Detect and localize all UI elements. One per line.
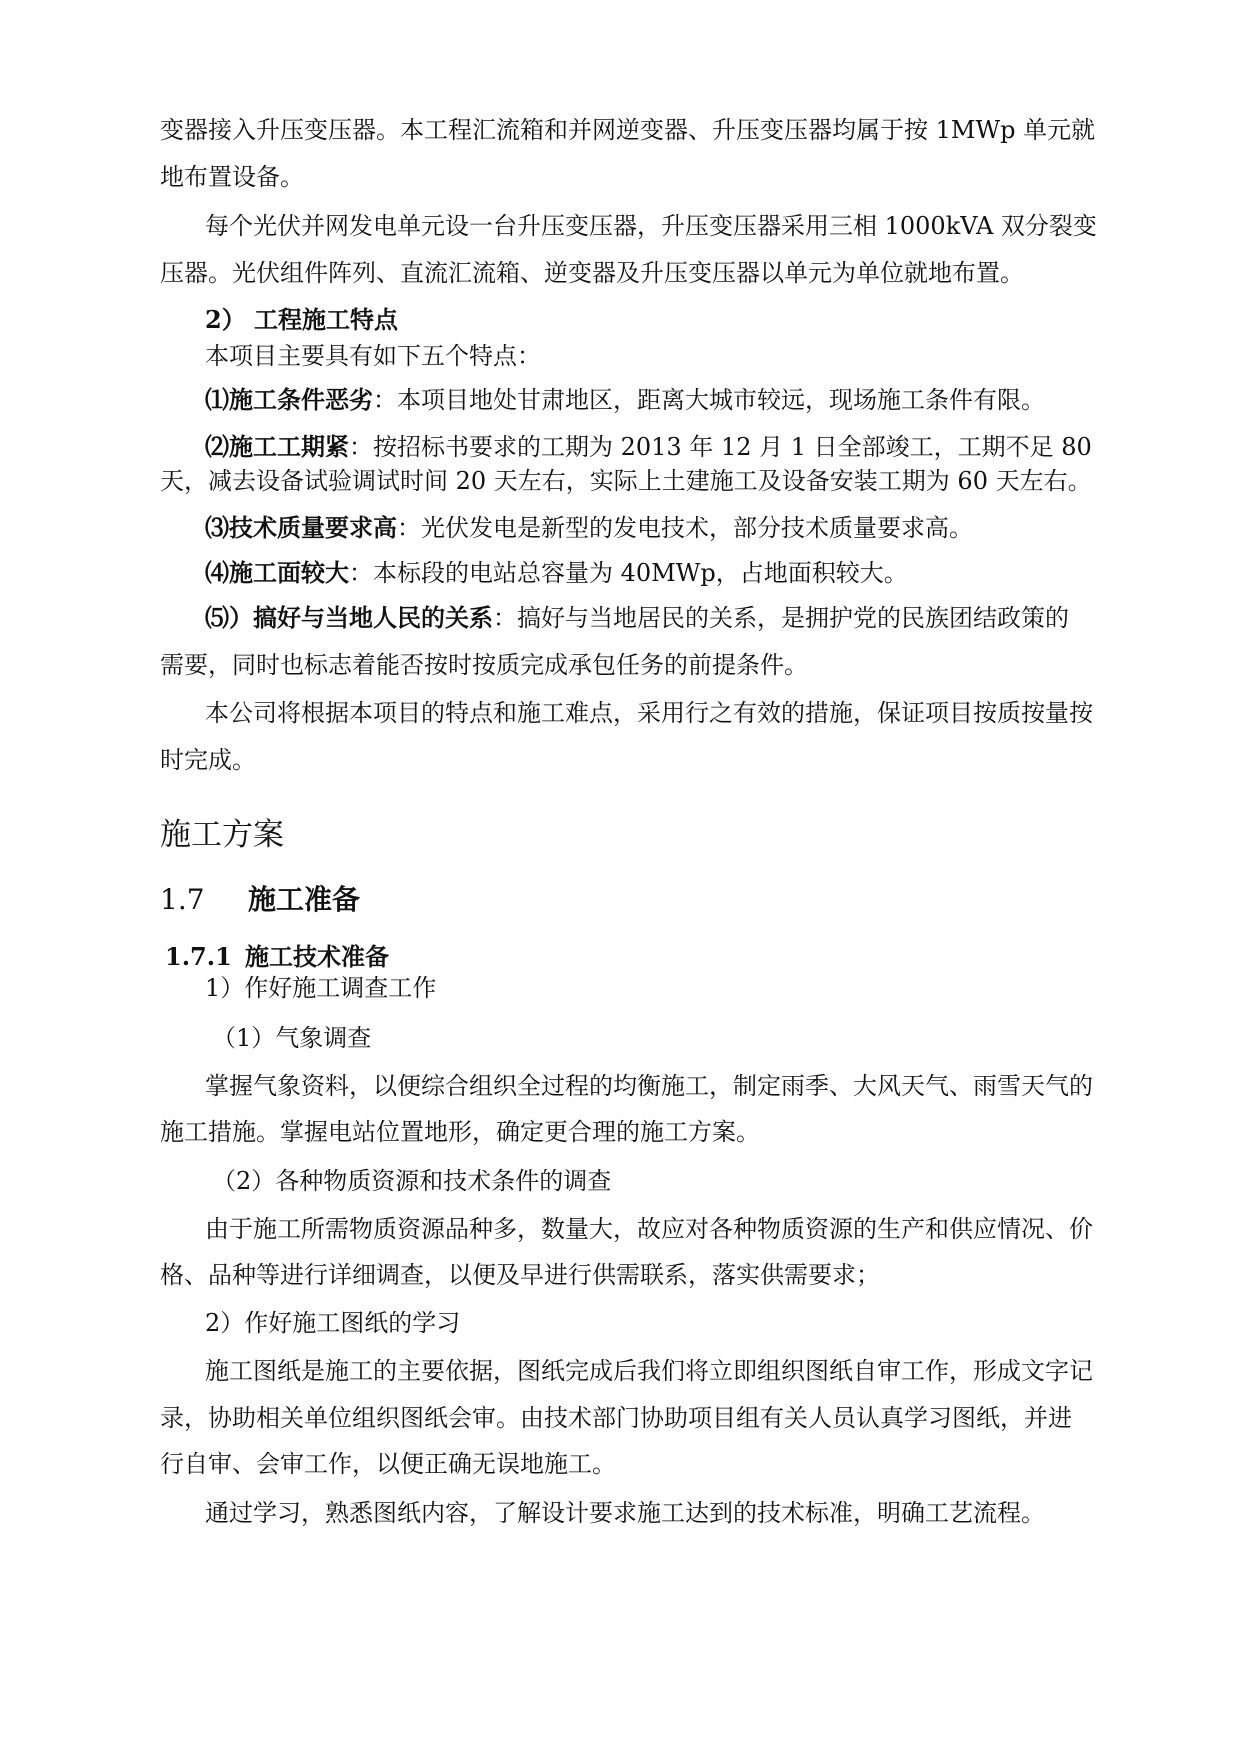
heading-level-2: [160, 881, 1100, 919]
feature-label: ⑴施工条件恶劣: [205, 385, 373, 414]
paragraph-line: 天，减去设备试验调试时间 20 天左右，实际上土建施工及设备安装工期为 60 天左右。: [160, 467, 1092, 495]
feature-label: ⑶技术质量要求高: [205, 513, 397, 542]
subsection-heading: 2） 工程施工特点: [205, 305, 399, 334]
feature-text: ：本项目地处甘肃地区，距离大城市较远，现场施工条件有限。: [373, 386, 1045, 414]
paragraph-line: 格、品种等进行详细调查，以便及早进行供需联系，落实供需要求；: [160, 1261, 880, 1289]
paragraph-line: 变器接入升压变压器。本工程汇流箱和并网逆变器、升压变压器均属于按 1MWp 单元就: [160, 116, 1096, 144]
feature-item: [205, 602, 1145, 634]
paragraph-line: 由于施工所需物质资源品种多，数量大，故应对各种物质资源的生产和供应情况、价: [205, 1215, 1093, 1243]
paragraph-line: 施工图纸是施工的主要依据，图纸完成后我们将立即组织图纸自审工作，形成文字记: [205, 1357, 1093, 1385]
paragraph-line: 时完成。: [160, 746, 256, 774]
feature-label: ⑷施工面较大: [205, 558, 349, 587]
feature-item: [205, 557, 1145, 589]
paragraph-line: 每个光伏并网发电单元设一台升压变压器，升压变压器采用三相 1000kVA 双分裂变: [205, 212, 1097, 240]
paragraph-line: 录，协助相关单位组织图纸会审。由技术部门协助项目组有关人员认真学习图纸，并进: [160, 1404, 1072, 1432]
paragraph-line: 掌握气象资料，以便综合组织全过程的均衡施工，制定雨季、大风天气、雨雪天气的: [205, 1072, 1093, 1100]
list-item: （1）气象调查: [212, 1024, 372, 1052]
heading-number: 1.7.1: [165, 942, 232, 971]
heading-title: 施工准备: [248, 883, 361, 916]
list-item: （2）各种物质资源和技术条件的调查: [212, 1167, 612, 1195]
heading-level-1: 施工方案: [160, 817, 284, 853]
feature-item: [205, 384, 1145, 416]
feature-text: ：本标段的电站总容量为 40MWp，占地面积较大。: [349, 559, 908, 587]
feature-item: [205, 431, 1145, 463]
paragraph-line: 行自审、会审工作，以便正确无误地施工。: [160, 1450, 616, 1478]
paragraph-line: 需要，同时也标志着能否按时按质完成承包任务的前提条件。: [160, 651, 808, 679]
list-item: 2）作好施工图纸的学习: [205, 1309, 461, 1337]
feature-label: ⑵施工工期紧: [205, 432, 349, 461]
feature-label: ⑸）搞好与当地人民的关系: [205, 603, 493, 632]
paragraph-line: 通过学习，熟悉图纸内容，了解设计要求施工达到的技术标准，明确工艺流程。: [205, 1499, 1045, 1527]
paragraph-line: 压器。光伏组件阵列、直流汇流箱、逆变器及升压变压器以单元为单位就地布置。: [160, 259, 1024, 287]
paragraph-line: 施工措施。掌握电站位置地形，确定更合理的施工方案。: [160, 1118, 760, 1146]
list-item: 1）作好施工调查工作: [205, 974, 437, 1002]
feature-text: ：搞好与当地居民的关系，是拥护党的民族团结政策的: [493, 604, 1069, 632]
heading-number: 1.7: [160, 883, 205, 916]
feature-text: ：按招标书要求的工期为 2013 年 12 月 1 日全部竣工，工期不足 80: [349, 433, 1092, 461]
heading-title: 施工技术准备: [245, 942, 389, 971]
paragraph-line: 地布置设备。: [160, 163, 304, 191]
feature-item: [205, 512, 1145, 544]
heading-level-3: [165, 941, 1105, 973]
feature-text: ：光伏发电是新型的发电技术，部分技术质量要求高。: [397, 514, 973, 542]
paragraph-line: 本公司将根据本项目的特点和施工难点，采用行之有效的措施，保证项目按质按量按: [205, 699, 1093, 727]
paragraph-line: 本项目主要具有如下五个特点：: [205, 342, 541, 370]
